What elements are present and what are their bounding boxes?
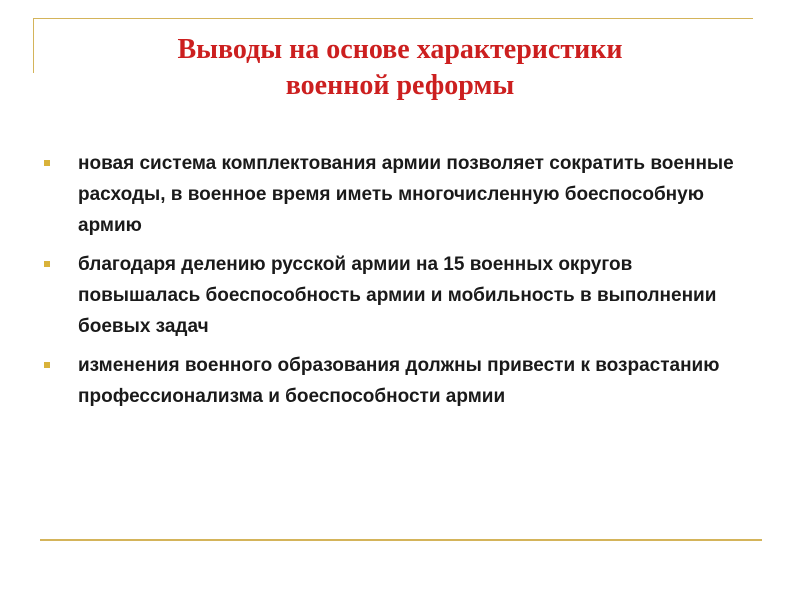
square-bullet-icon bbox=[44, 261, 50, 267]
bullet-text-1: новая система комплектования армии позволяет сократить военные расходы, в военное время иметь многочисленную боеспособную армию bbox=[78, 153, 734, 236]
bullet-text-3: изменения военного образования должны привести к возрастанию профессионализма и боеспособности армии bbox=[78, 355, 720, 407]
top-divider bbox=[33, 18, 753, 19]
title-line-2: военной реформы bbox=[285, 70, 515, 101]
bullet-item-1 bbox=[42, 148, 742, 241]
bullet-text-2: благодаря делению русской армии на 15 военных округов повышалась боеспособность армии и мобильность в выполнении боевых задач bbox=[78, 254, 717, 337]
bullet-list bbox=[42, 148, 742, 420]
bullet-item-3 bbox=[42, 350, 742, 412]
slide-title bbox=[60, 32, 740, 104]
title-line-1: Выводы на основе характеристики bbox=[177, 34, 623, 65]
bullet-item-2 bbox=[42, 249, 742, 342]
bottom-divider bbox=[40, 539, 762, 541]
square-bullet-icon bbox=[44, 160, 50, 166]
left-divider bbox=[33, 18, 34, 73]
square-bullet-icon bbox=[44, 362, 50, 368]
